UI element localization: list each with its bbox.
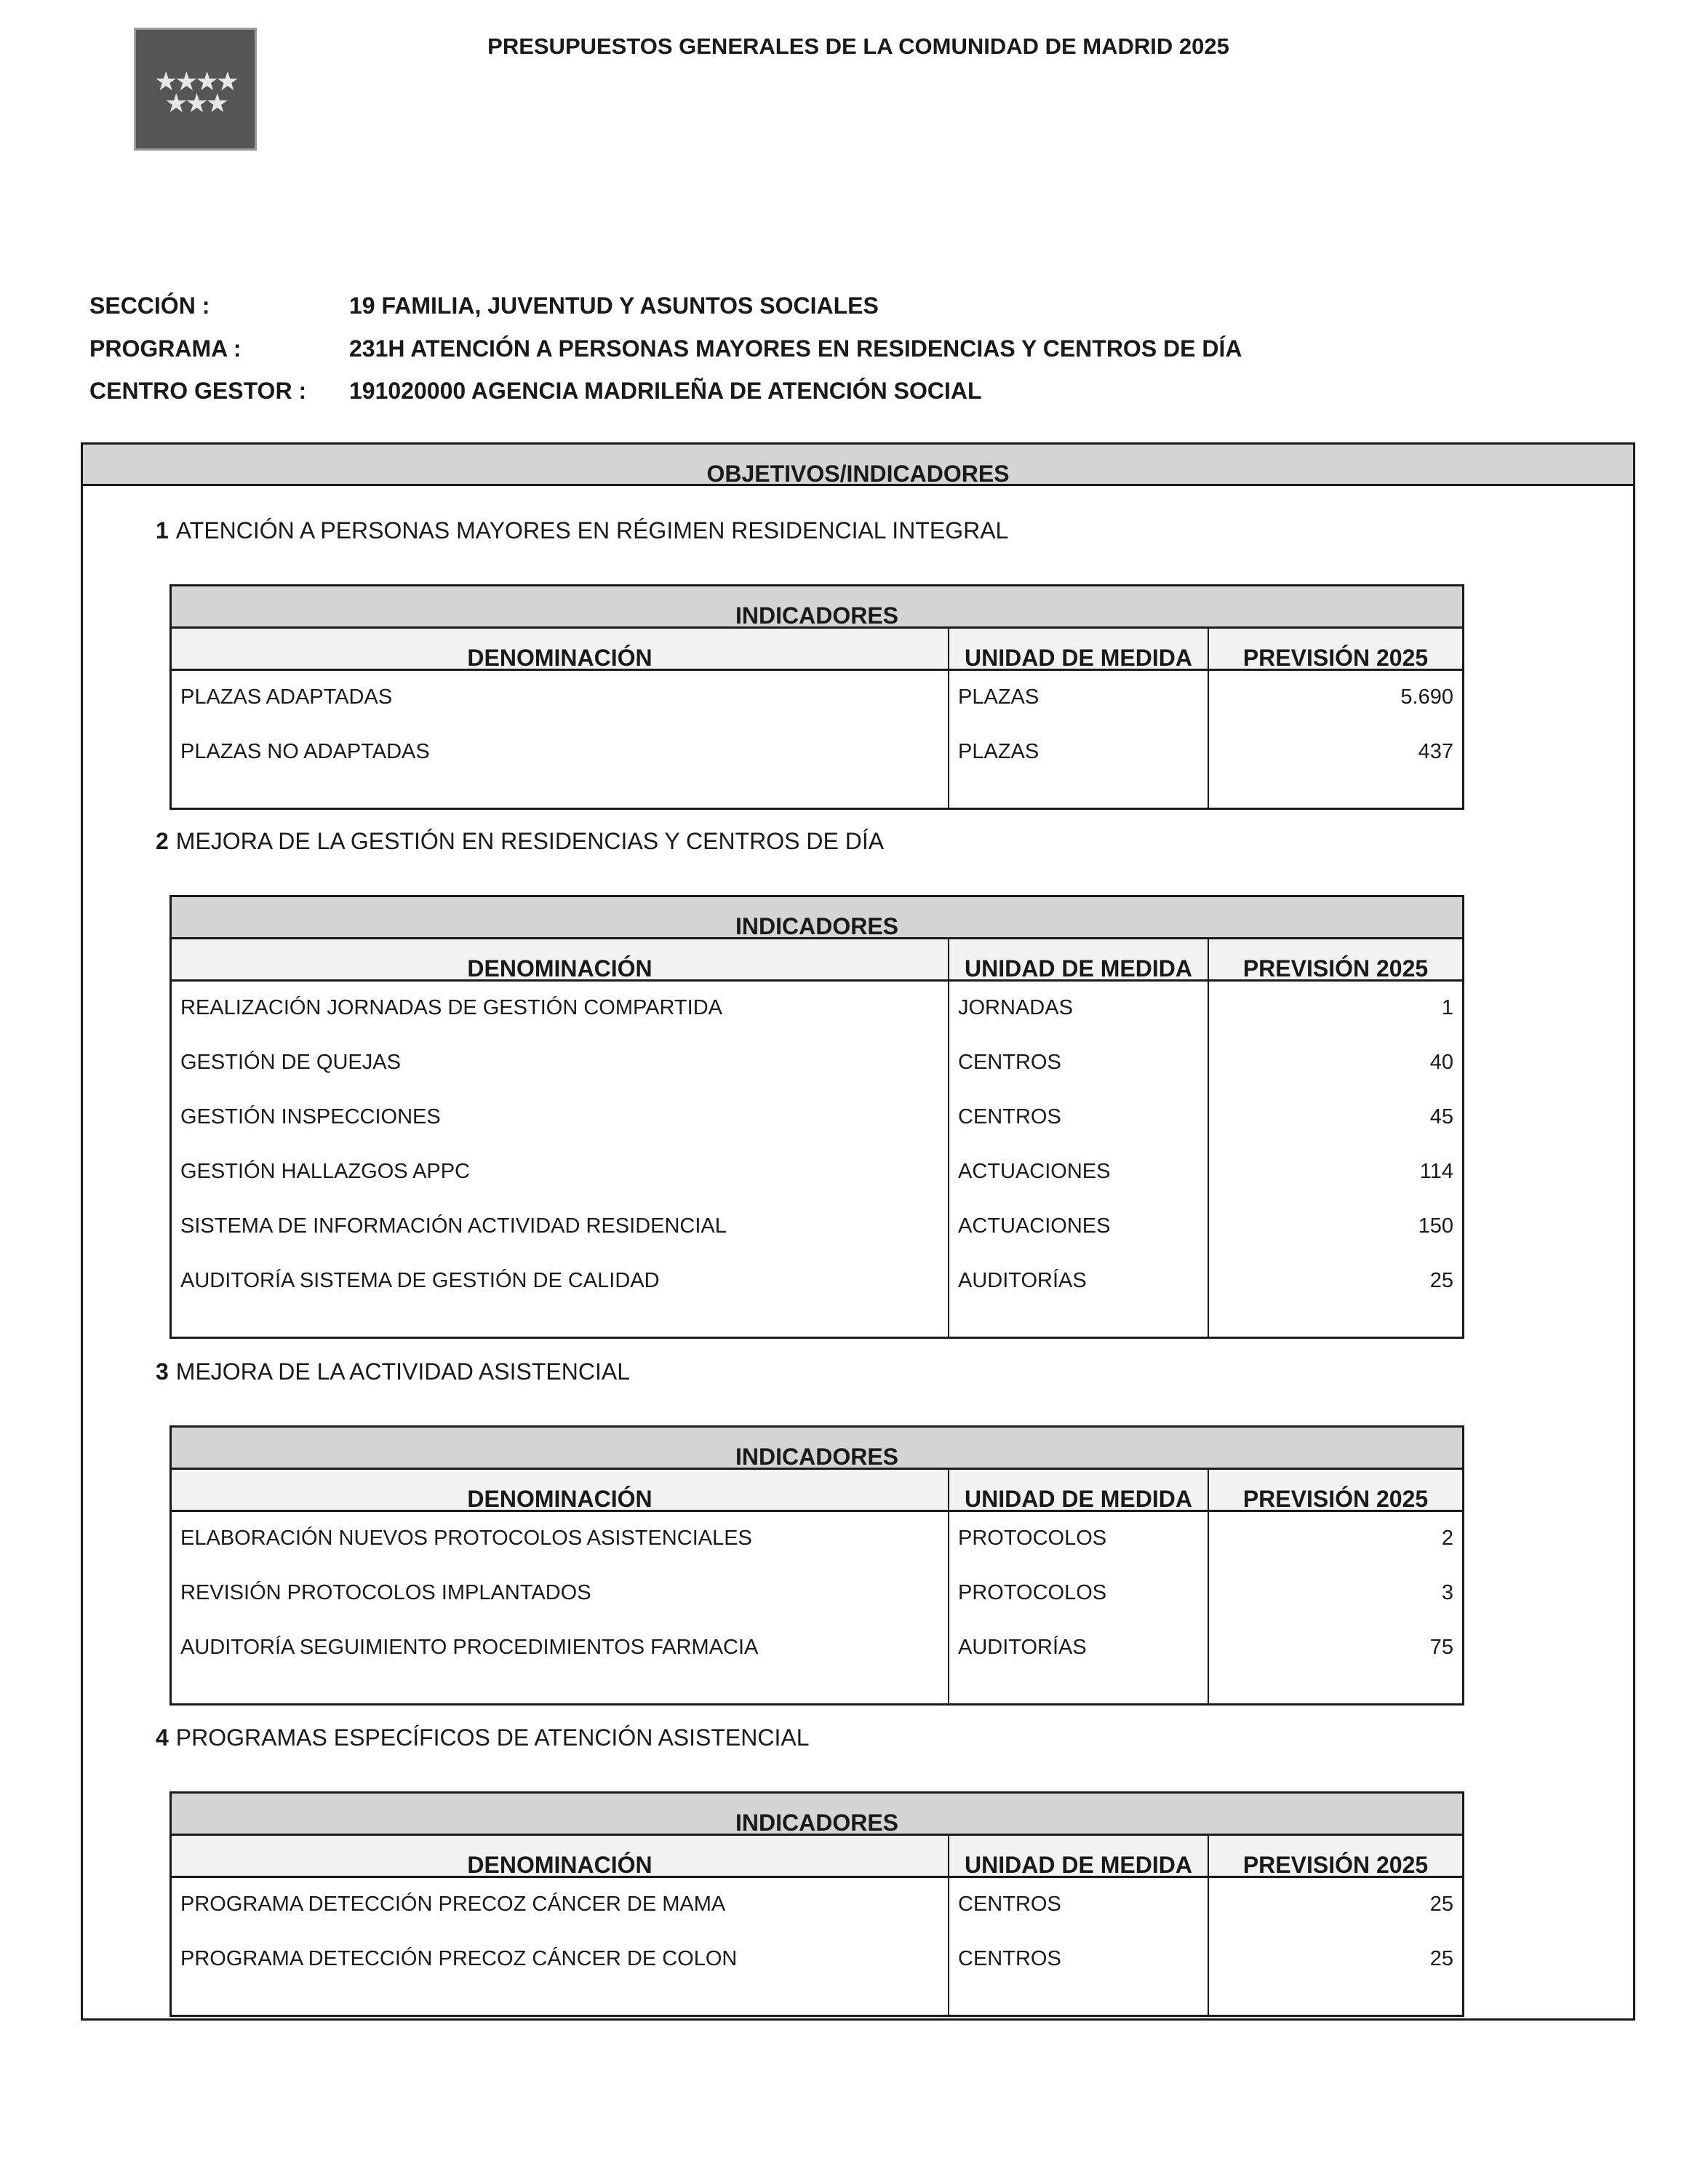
cell-prevision: 75 [1429,1636,1453,1659]
cell-unidad: PLAZAS [958,740,1039,763]
column-prevision [1208,982,1462,1337]
cell-prevision: 437 [1418,740,1453,763]
col-header-denominacion: DENOMINACIÓN [467,645,653,669]
stars-icon [136,66,255,118]
centro-gestor-value: 191020000 AGENCIA MADRILEÑA DE ATENCIÓN SOCIAL [349,378,982,404]
indicators-table [169,895,1464,1339]
objective-title [156,1358,630,1385]
cell-prevision: 2 [1441,1527,1453,1550]
column-unidad [948,671,1208,808]
cell-prevision: 150 [1418,1214,1453,1238]
cell-unidad: CENTROS [958,1947,1061,1970]
document-title: PRESUPUESTOS GENERALES DE LA COMUNIDAD DE MADRID 2025 [487,33,1229,59]
col-header-prevision: PREVISIÓN 2025 [1208,1470,1462,1510]
cell-unidad: PROTOCOLOS [958,1581,1107,1604]
indicators-table-body [172,1512,1462,1703]
indicators-table [169,1791,1464,2017]
column-prevision [1208,671,1462,808]
cell-denominacion: AUDITORÍA SEGUIMIENTO PROCEDIMIENTOS FARMACIA [180,1636,759,1659]
cell-unidad: PROTOCOLOS [958,1527,1107,1550]
column-unidad [948,982,1208,1337]
column-denominacion [172,982,948,1337]
indicators-table-header [172,1470,1462,1512]
cell-denominacion: GESTIÓN DE QUEJAS [180,1051,401,1074]
objectives-indicators-panel [81,442,1635,2021]
indicators-table-header [172,1836,1462,1878]
indicators-table-header [172,939,1462,982]
objective-number: 3 [156,1358,169,1385]
seccion-value: 19 FAMILIA, JUVENTUD Y ASUNTOS SOCIALES [349,292,879,319]
programa-value: 231H ATENCIÓN A PERSONAS MAYORES EN RESIDENCIAS Y CENTROS DE DÍA [349,335,1242,362]
centro-gestor-label: CENTRO GESTOR : [89,378,307,404]
cell-prevision: 3 [1441,1581,1453,1604]
indicators-table-body [172,671,1462,808]
indicators-table [169,584,1464,810]
indicators-table-title: INDICADORES [172,586,1462,629]
column-unidad [948,1878,1208,2015]
indicators-table-title: INDICADORES [172,1428,1462,1470]
cell-denominacion: PROGRAMA DETECCIÓN PRECOZ CÁNCER DE COLON [180,1947,738,1970]
column-prevision [1208,1512,1462,1703]
cell-prevision: 25 [1429,1269,1453,1292]
indicators-table-title: INDICADORES [172,897,1462,939]
column-denominacion [172,671,948,808]
indicators-table-header [172,629,1462,671]
col-header-prevision: PREVISIÓN 2025 [1208,939,1462,979]
column-unidad [948,1512,1208,1703]
cell-unidad: AUDITORÍAS [958,1636,1087,1659]
col-header-unidad: UNIDAD DE MEDIDA [948,939,1208,979]
col-header-prevision: PREVISIÓN 2025 [1208,629,1462,669]
cell-unidad: ACTUACIONES [958,1214,1111,1238]
indicators-table-body [172,1878,1462,2015]
objective-number: 4 [156,1724,169,1751]
cell-unidad: JORNADAS [958,996,1073,1019]
cell-denominacion: GESTIÓN INSPECCIONES [180,1105,441,1129]
indicators-table-title: INDICADORES [172,1794,1462,1836]
cell-unidad: PLAZAS [958,685,1039,709]
objective-text: MEJORA DE LA ACTIVIDAD ASISTENCIAL [175,1358,630,1385]
cell-prevision: 1 [1441,996,1453,1019]
col-header-prevision: PREVISIÓN 2025 [1208,1836,1462,1876]
col-header-unidad: UNIDAD DE MEDIDA [948,629,1208,669]
objective-text: MEJORA DE LA GESTIÓN EN RESIDENCIAS Y CENTROS DE DÍA [175,828,885,854]
cell-prevision: 25 [1429,1893,1453,1916]
cell-unidad: CENTROS [958,1105,1061,1129]
objective-title [156,517,1008,544]
col-header-unidad: UNIDAD DE MEDIDA [948,1470,1208,1510]
col-header-denominacion: DENOMINACIÓN [467,1852,653,1876]
cell-denominacion: PROGRAMA DETECCIÓN PRECOZ CÁNCER DE MAMA [180,1893,726,1916]
cell-unidad: ACTUACIONES [958,1160,1111,1183]
cell-prevision: 5.690 [1400,685,1453,709]
col-header-unidad: UNIDAD DE MEDIDA [948,1836,1208,1876]
column-prevision [1208,1878,1462,2015]
cell-denominacion: SISTEMA DE INFORMACIÓN ACTIVIDAD RESIDENCIAL [180,1214,727,1238]
cell-unidad: CENTROS [958,1893,1061,1916]
cell-denominacion: PLAZAS NO ADAPTADAS [180,740,430,763]
cell-prevision: 45 [1429,1105,1453,1129]
col-header-denominacion: DENOMINACIÓN [467,955,653,979]
cell-prevision: 40 [1429,1051,1453,1074]
objective-title [156,1724,810,1751]
objective-text: ATENCIÓN A PERSONAS MAYORES EN RÉGIMEN RESIDENCIAL INTEGRAL [175,517,1009,544]
objective-title [156,828,884,855]
cell-denominacion: ELABORACIÓN NUEVOS PROTOCOLOS ASISTENCIALES [180,1527,752,1550]
cell-unidad: AUDITORÍAS [958,1269,1087,1292]
objectives-header: OBJETIVOS/INDICADORES [83,445,1633,486]
cell-denominacion: PLAZAS ADAPTADAS [180,685,393,709]
indicators-table [169,1425,1464,1706]
cell-denominacion: GESTIÓN HALLAZGOS APPC [180,1160,471,1183]
indicators-table-body [172,982,1462,1337]
cell-prevision: 25 [1429,1947,1453,1970]
cell-prevision: 114 [1419,1160,1453,1183]
seccion-label: SECCIÓN : [89,292,210,319]
column-denominacion [172,1512,948,1703]
cell-denominacion: AUDITORÍA SISTEMA DE GESTIÓN DE CALIDAD [180,1269,660,1292]
cell-denominacion: REVISIÓN PROTOCOLOS IMPLANTADOS [180,1581,591,1604]
objective-number: 2 [156,828,169,854]
col-header-denominacion: DENOMINACIÓN [467,1486,653,1510]
column-denominacion [172,1878,948,2015]
stars-row-top: ★★★★ [153,66,237,96]
cell-denominacion: REALIZACIÓN JORNADAS DE GESTIÓN COMPARTIDA [180,996,722,1019]
objective-text: PROGRAMAS ESPECÍFICOS DE ATENCIÓN ASISTENCIAL [175,1724,810,1751]
objective-number: 1 [156,517,169,544]
cell-unidad: CENTROS [958,1051,1061,1074]
stars-row-bottom: ★★★ [164,88,226,118]
programa-label: PROGRAMA : [89,335,242,362]
